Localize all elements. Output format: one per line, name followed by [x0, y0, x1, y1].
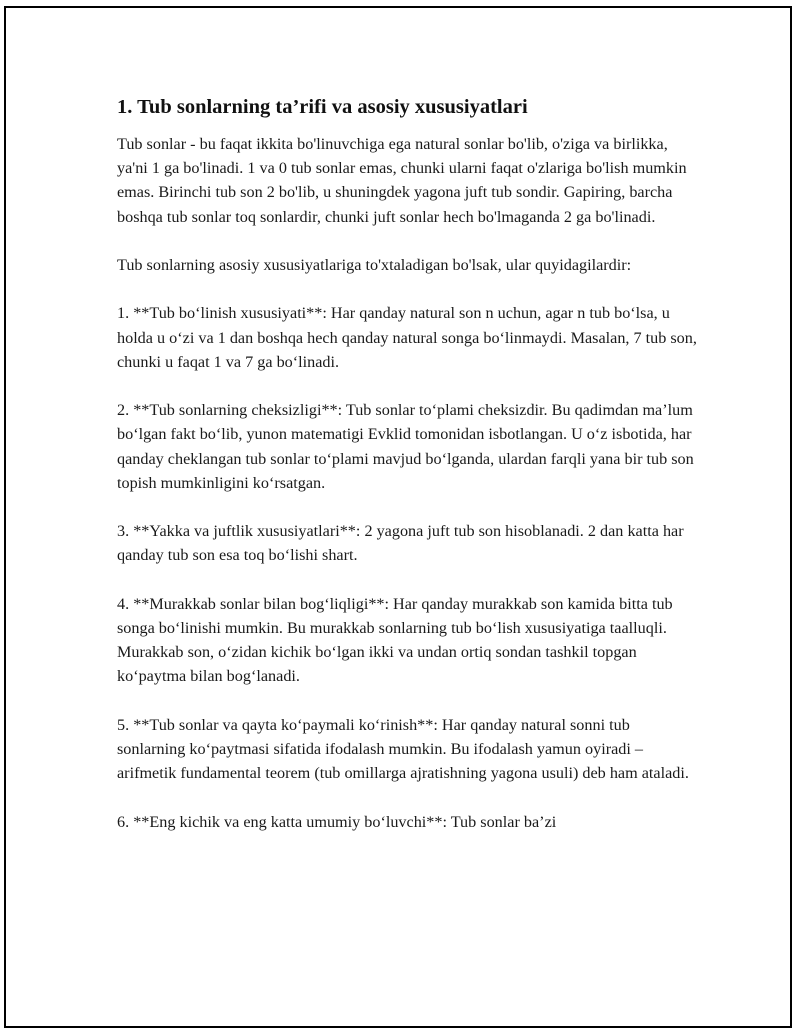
document-content [117, 94, 697, 858]
list-item-5: 5. **Tub sonlar va qayta ko‘paymali ko‘rinish**: Har qanday natural sonni tub sonlarning ko‘paytmasi sifatida ifodalash mumkin. Bu ifodalash yamun oyiradi – arifmetik fundamental teorem (tub omillarga ajratishning yagona usuli) deb ham ataladi. [117, 715, 689, 783]
paragraph-definition: Tub sonlar - bu faqat ikkita bo'linuvchiga ega natural sonlar bo'lib, o'ziga va birlikka, ya'ni 1 ga bo'linadi. 1 va 0 tub sonlar emas, chunki ularni faqat o'zlariga bo'lish mumkin emas. Birinchi tub son 2 bo'lib, u shuningdek yagona juft tub sondir. Gapiring, barcha boshqa tub sonlar toq sonlardir, chunki juft sonlar hech bo'lmaganda 2 ga bo'linadi. [117, 135, 687, 226]
list-item-3: 3. **Yakka va juftlik xususiyatlari**: 2 yagona juft tub son hisoblanadi. 2 dan katta har qanday tub son esa toq bo‘lishi shart. [117, 522, 684, 565]
list-item-4: 4. **Murakkab sonlar bilan bog‘liqligi**: Har qanday murakkab son kamida bitta tub songa bo‘linishi mumkin. Bu murakkab sonlarning tub bo‘lish xususiyatiga taalluqli. Murakkab son, o‘zidan kichik bo‘lgan ikki va undan ortiq sondan tashkil topgan ko‘paytma bilan bog‘lanadi. [117, 594, 673, 686]
list-item-6: 6. **Eng kichik va eng katta umumiy bo‘luvchi**: Tub sonlar ba’zi [117, 812, 557, 831]
list-item-2: 2. **Tub sonlarning cheksizligi**: Tub sonlar to‘plami cheksizdir. Bu qadimdan ma’lum bo‘lgan fakt bo‘lib, yunon matematigi Evklid tomonidan isbotlangan. U o‘z isbotida, har qanday cheklangan tub sonlar to‘plami mavjud bo‘lganda, ulardan farqli yana bir tub son topish mumkinligini ko‘rsatgan. [117, 401, 694, 492]
paragraph-intro: Tub sonlarning asosiy xususiyatlariga to'xtaladigan bo'lsak, ular quyidagilardir: [117, 256, 632, 274]
list-item-1: 1. **Tub bo‘linish xususiyati**: Har qanday natural son n uchun, agar n tub bo‘lsa, u holda u o‘zi va 1 dan boshqa hech qanday natural songa bo‘linmaydi. Masalan, 7 tub son, chunki u faqat 1 va 7 ga bo‘linadi. [117, 304, 697, 371]
section-heading: 1. Tub sonlarning ta’rifi va asosiy xususiyatlari [117, 96, 528, 118]
